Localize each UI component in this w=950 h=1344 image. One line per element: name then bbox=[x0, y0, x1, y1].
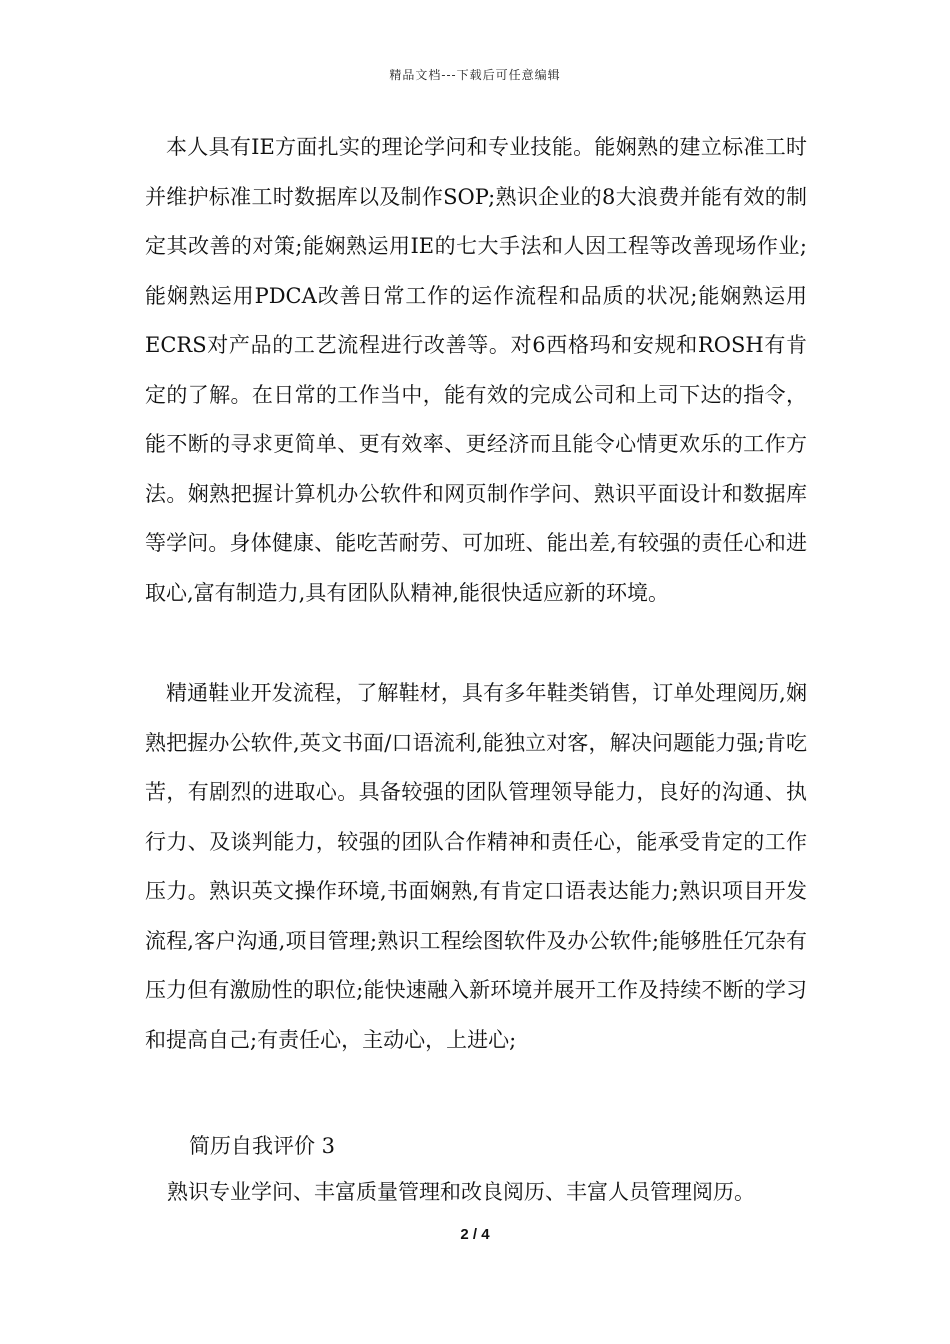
section-first-line: 熟识专业学问、丰富质量管理和改良阅历、丰富人员管理阅历。 bbox=[167, 1180, 755, 1204]
section-heading: 简历自我评价 3 bbox=[189, 1134, 336, 1158]
page-number: 2 / 4 bbox=[460, 1226, 490, 1243]
paragraph-shoe-industry: 精通鞋业开发流程，了解鞋材，具有多年鞋类销售，订单处理阅历,娴熟把握办公软件,英文书面/口语流利,能独立对客，解决问题能力强;肯吃苦，有剧烈的进取心。具备较强的团队管理领导能力，良好的沟通、执行力、及谈判能力，较强的团队合作精神和责任心，能承受肯定的工作压力。熟识英文操作环境,书面娴熟,有肯定口语表达能力;熟识项目开发流程,客户沟通,项目管理;熟识工程绘图软件及办公软件;能够胜任冗杂有压力但有激励性的职位;能快速融入新环境并展开工作及持续不断的学习和提高自己;有责任心，主动心，上进心; bbox=[145, 681, 807, 1052]
paragraph-ie-skills: 本人具有IE方面扎实的理论学问和专业技能。能娴熟的建立标准工时并维护标准工时数据库以及制作SOP;熟识企业的8大浪费并能有效的制定其改善的对策;能娴熟运用IE的七大手法和人因工程等改善现场作业;能娴熟运用PDCA改善日常工作的运作流程和品质的状况;能娴熟运用ECRS对产品的工艺流程进行改善等。对6西格玛和安规和ROSH有肯定的了解。在日常的工作当中，能有效的完成公司和上司下达的指令，能不断的寻求更简单、更有效率、更经济而且能令心情更欢乐的工作方法。娴熟把握计算机办公软件和网页制作学问、熟识平面设计和数据库等学问。身体健康、能吃苦耐劳、可加班、能出差,有较强的责任心和进取心,富有制造力,具有团队队精神,能很快适应新的环境。 bbox=[145, 135, 807, 605]
page-header: 精品文档---下载后可任意编辑 bbox=[389, 68, 561, 82]
